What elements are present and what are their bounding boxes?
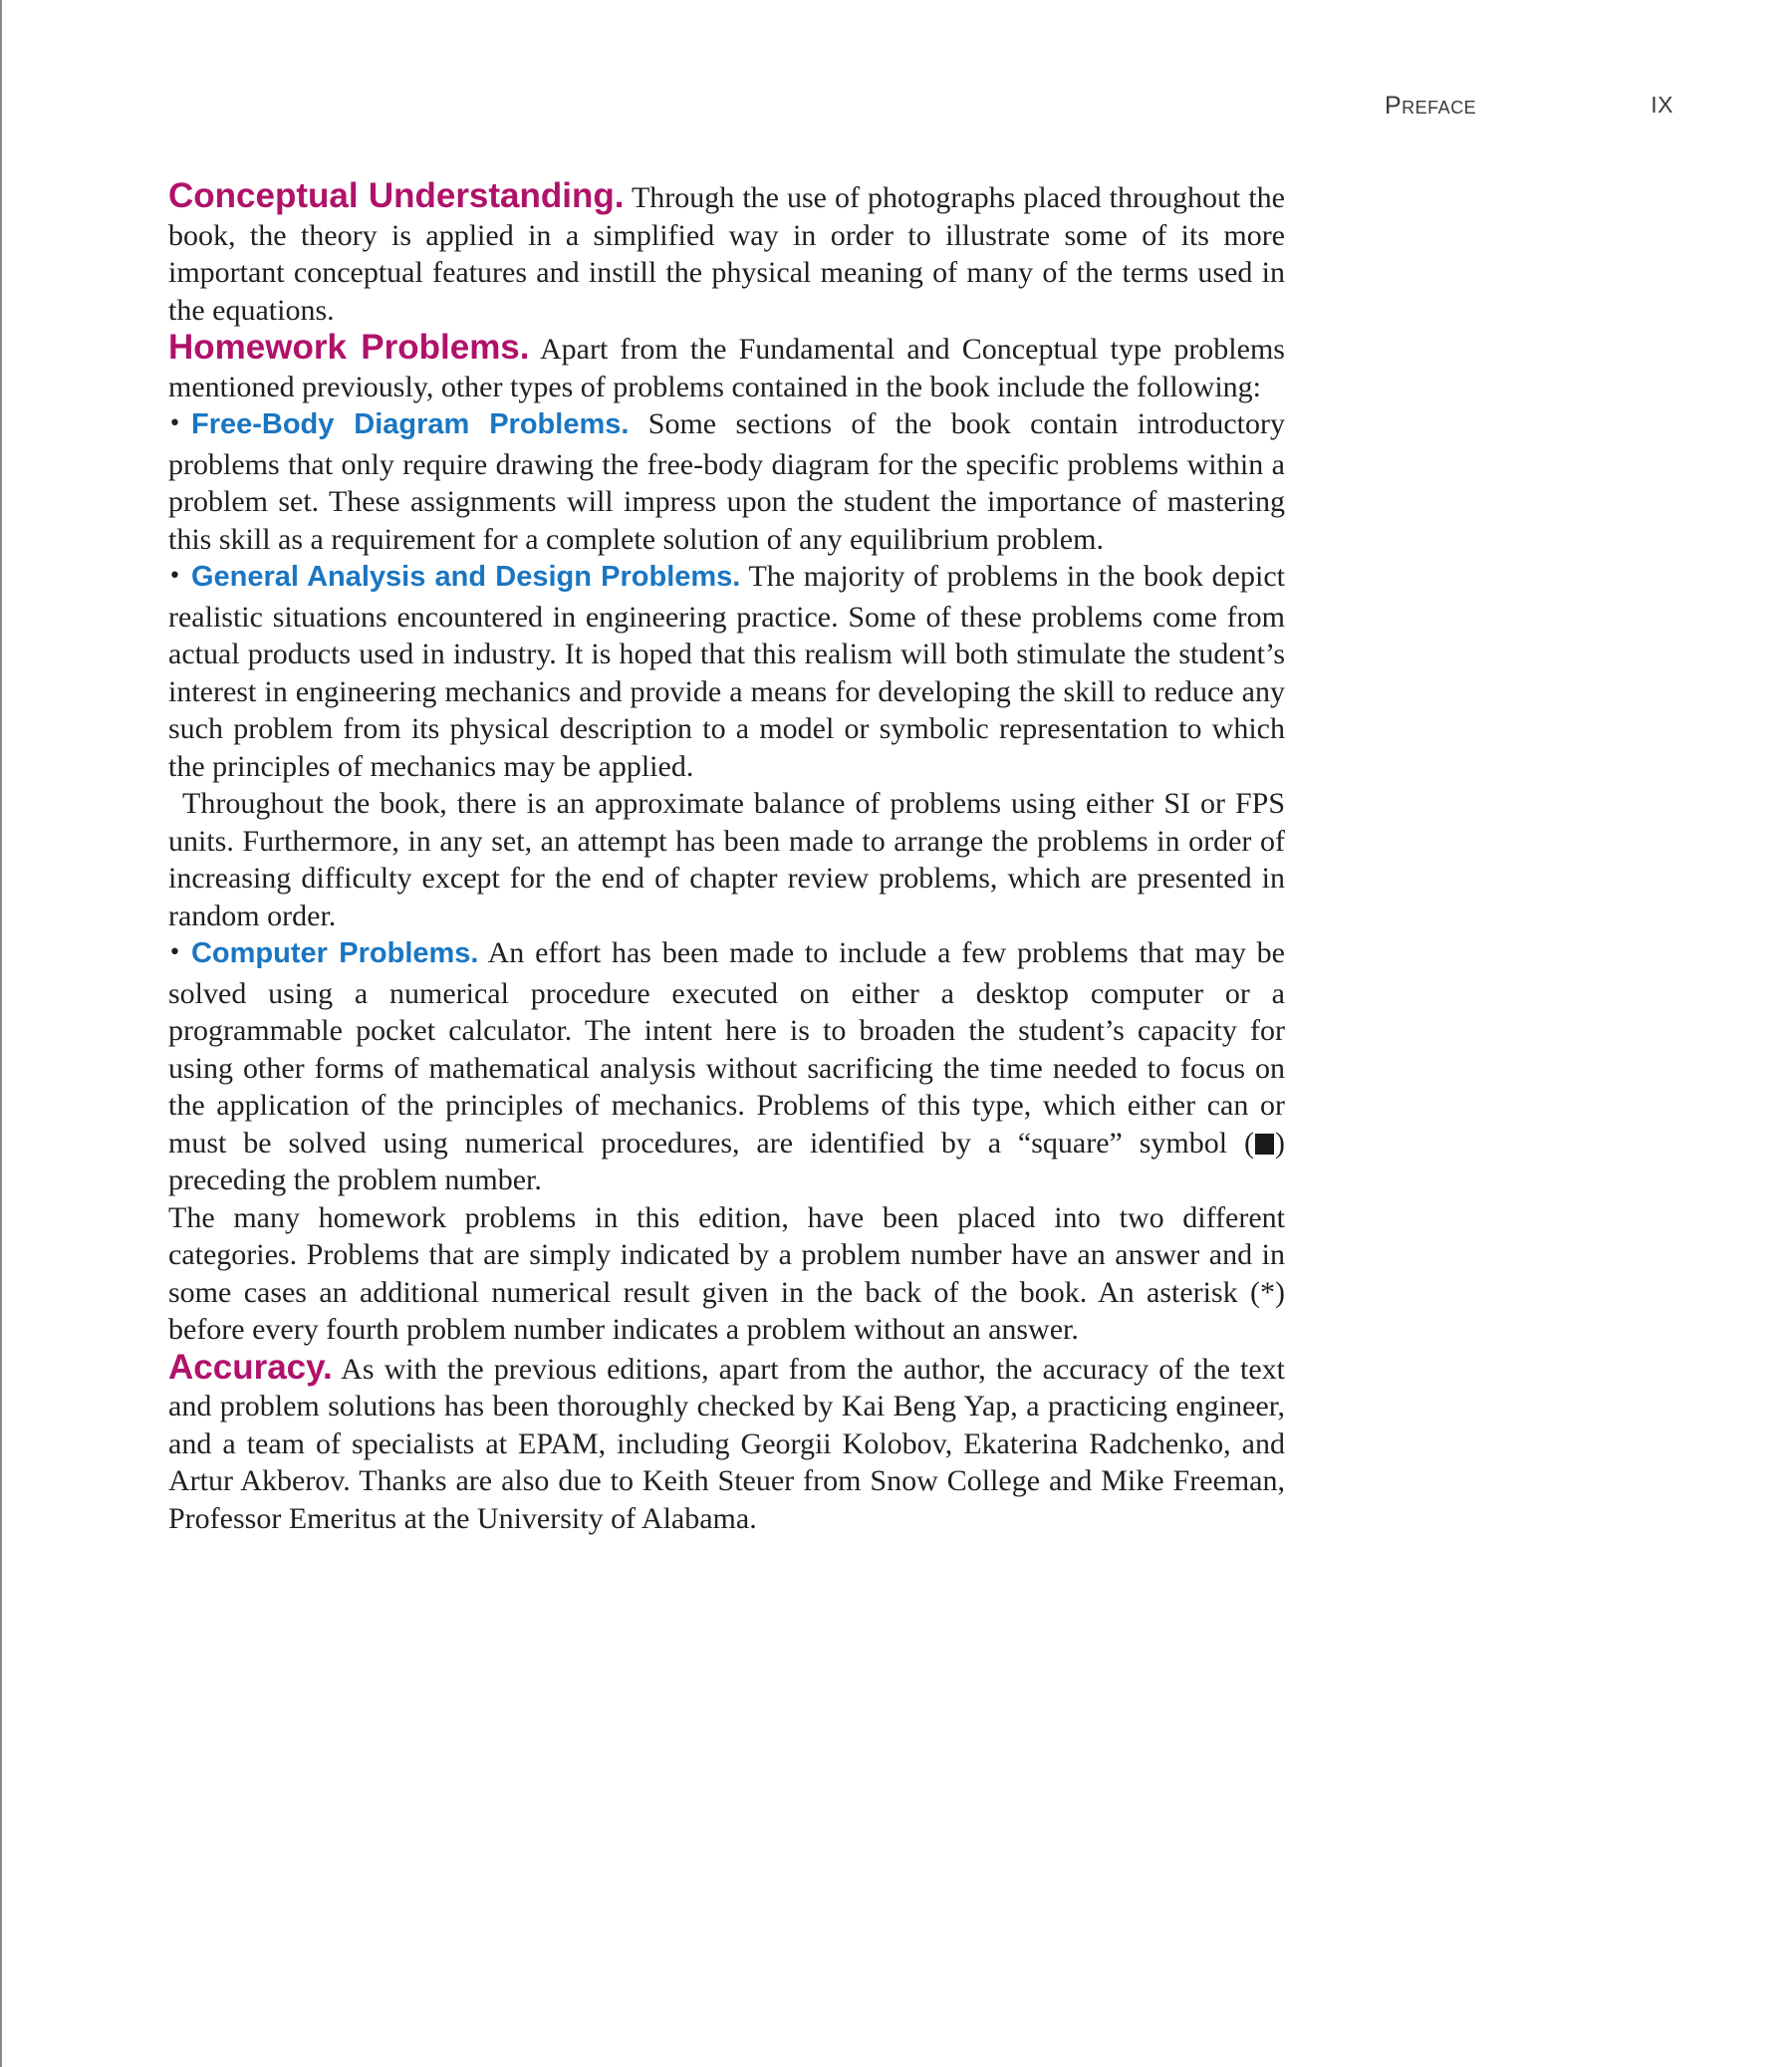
units-paragraph: Throughout the book, there is an approximate balance of problems using either SI or FPS units. Furthermore, in any set, an attempt has been made to arrange the problems in order of increasing difficulty except for the end of chapter review problems, which are presented in random order. [168, 787, 1285, 932]
computer-problems-heading: Computer Problems. [190, 937, 479, 969]
computer-problems-body-end: ) preceding the problem number. [168, 1126, 1285, 1196]
page-edge [0, 0, 2, 2067]
conceptual-understanding-heading: Conceptual Understanding. [168, 176, 625, 215]
computer-problems-item [168, 934, 1285, 1199]
square-symbol-icon [1255, 1134, 1274, 1155]
accuracy-body: As with the previous editions, apart from the author, the accuracy of the text and problem solutions has been thoroughly checked by Kai Beng Yap, a practicing engineer, and a team of specialists at EPAM, including Georgii Kolobov, Ekaterina Radchenko, and Artur Akberov. Thanks are also due to Keith Steuer from Snow College and Mike Freeman, Professor Emeritus at the University of Alabama. [168, 1352, 1285, 1535]
page-content [168, 177, 1285, 1537]
bullet-icon: • [168, 940, 181, 965]
free-body-diagram-heading: Free-Body Diagram Problems. [190, 408, 630, 440]
accuracy-paragraph [168, 1349, 1285, 1538]
general-analysis-body: The majority of problems in the book depict realistic situations encountered in engineering practice. Some of these problems come from actual products used in industry. It is hoped that this realism will both stimulate the student’s interest in engineering mechanics and provide a means for developing the skill to reduce any such problem from its physical description to a model or symbolic representation to which the principles of mechanics may be applied. [168, 560, 1285, 783]
free-body-diagram-item [168, 405, 1285, 558]
homework-problems-paragraph [168, 329, 1285, 405]
free-body-diagram-body: Some sections of the book contain introductory problems that only require drawing the free-body diagram for the specific problems within a problem set. These assignments will impress upon the student the importance of mastering this skill as a requirement for a complete solution of any equilibrium problem. [168, 407, 1285, 556]
page-number: IX [1651, 92, 1673, 118]
bullet-icon: • [168, 564, 181, 589]
homework-problems-body: Apart from the Fundamental and Conceptual type problems mentioned previously, other types of problems contained in the book include the following: [168, 333, 1285, 403]
general-analysis-heading: General Analysis and Design Problems. [190, 561, 741, 593]
homework-problems-heading: Homework Problems. [168, 328, 530, 367]
general-analysis-item [168, 558, 1285, 785]
categories-paragraph: The many homework problems in this edition, have been placed into two different categories. Problems that are simply indicated by a problem number have an answer and in some cases an additional numerical result given in the back of the book. An asterisk (*) before every fourth problem number indicates a problem without an answer. [168, 1200, 1285, 1346]
bullet-icon: • [168, 411, 181, 436]
accuracy-heading: Accuracy. [168, 1347, 333, 1387]
running-title: Preface [1385, 92, 1477, 120]
conceptual-understanding-body: Through the use of photographs placed throughout the book, the theory is applied in a simplified way in order to illustrate some of its more important conceptual features and instill the physical meaning of many of the terms used in the equations. [168, 181, 1285, 327]
page-header [1385, 92, 1683, 122]
computer-problems-body: An effort has been made to include a few problems that may be solved using a numerical procedure executed on either a desktop computer or a programmable pocket calculator. The intent here is to broaden the student’s capacity for using other forms of mathematical analysis without sacrificing the time needed to focus on the application of the principles of mechanics. Problems of this type, which either can or must be solved using numerical procedures, are identified by a “square” symbol ( [168, 936, 1285, 1160]
conceptual-understanding-paragraph [168, 177, 1285, 329]
